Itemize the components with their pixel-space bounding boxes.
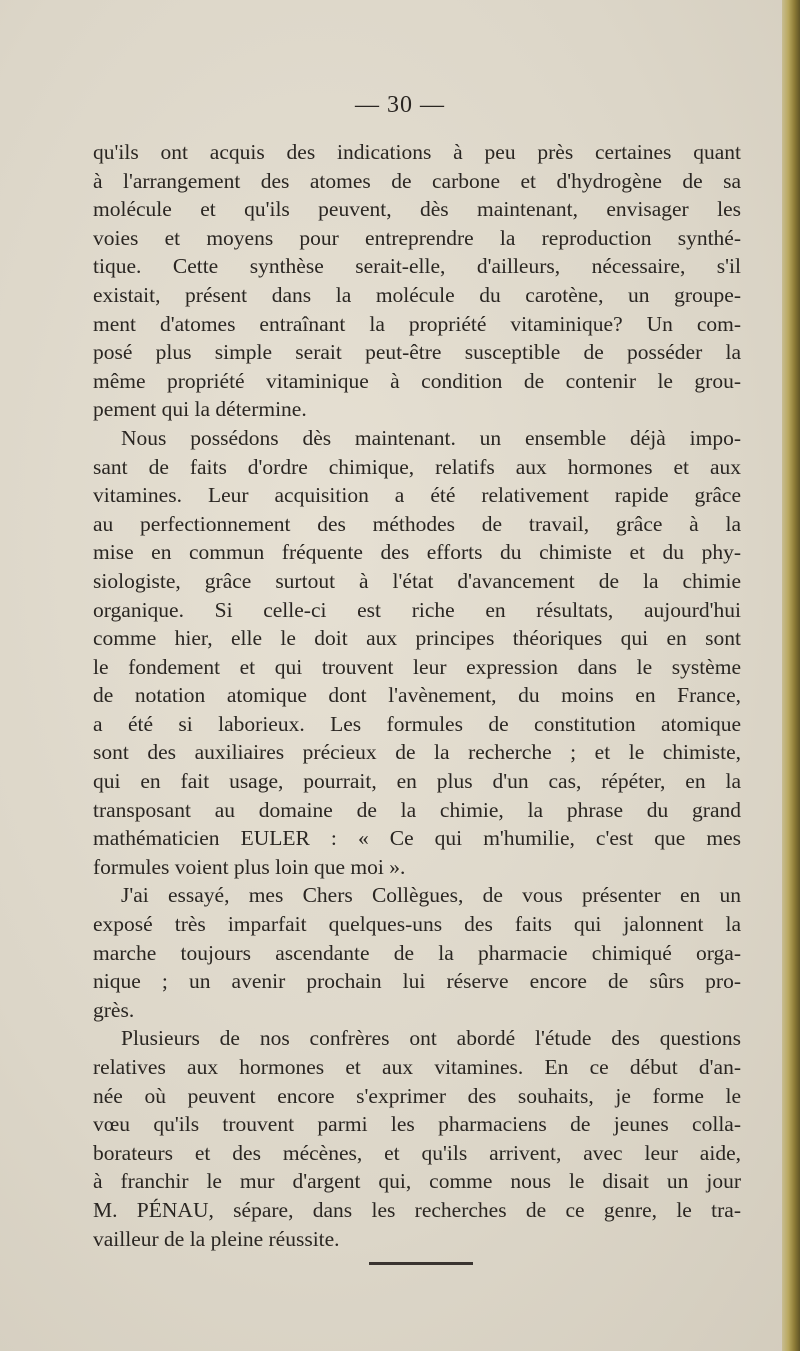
text-line: existait, présent dans la molécule du carotène, un groupe- xyxy=(93,282,741,307)
text-line: même propriété vitaminique à condition de contenir le grou- xyxy=(93,368,741,393)
text-line: Plusieurs de nos confrères ont abordé l'étude des questions xyxy=(121,1026,741,1051)
text-line: au perfectionnement des méthodes de travail, grâce à la xyxy=(93,511,741,536)
text-line: née où peuvent encore s'exprimer des souhaits, je forme le xyxy=(93,1083,741,1108)
text-line: à franchir le mur d'argent qui, comme nous le disait un jour xyxy=(93,1169,741,1194)
paragraph xyxy=(93,1024,741,1253)
paragraph xyxy=(93,424,741,882)
text-line: vailleur de la pleine réussite. xyxy=(93,1226,340,1251)
text-line: mathématicien EULER : « Ce qui m'humilie, c'est que mes xyxy=(93,826,741,851)
text-line: mise en commun fréquente des efforts du chimiste et du phy- xyxy=(93,540,741,565)
text-line: siologiste, grâce surtout à l'état d'avancement de la chimie xyxy=(93,568,741,593)
paragraph xyxy=(93,138,741,424)
text-line: vœu qu'ils trouvent parmi les pharmaciens de jeunes colla- xyxy=(93,1112,741,1137)
text-line: M. PÉNAU, sépare, dans les recherches de ce genre, le tra- xyxy=(93,1197,741,1222)
text-line: a été si laborieux. Les formules de constitution atomique xyxy=(93,711,741,736)
text-line: marche toujours ascendante de la pharmacie chimiqué orga- xyxy=(93,940,741,965)
text-line: molécule et qu'ils peuvent, dès maintenant, envisager les xyxy=(93,197,741,222)
text-line: tique. Cette synthèse serait-elle, d'ailleurs, nécessaire, s'il xyxy=(93,254,741,279)
text-line: de notation atomique dont l'avènement, du moins en France, xyxy=(93,683,741,708)
text-line: J'ai essayé, mes Chers Collègues, de vous présenter en un xyxy=(121,883,741,908)
text-line: Nous possédons dès maintenant. un ensemble déjà impo- xyxy=(121,425,741,450)
book-spine-edge xyxy=(782,0,800,1351)
text-line: sont des auxiliaires précieux de la recherche ; et le chimiste, xyxy=(93,740,741,765)
text-line: organique. Si celle-ci est riche en résultats, aujourd'hui xyxy=(93,597,741,622)
text-line: grès. xyxy=(93,997,135,1022)
body-text xyxy=(93,138,741,1253)
page-number: — 30 — xyxy=(355,92,445,118)
text-line: qui en fait usage, pourrait, en plus d'un cas, répéter, en la xyxy=(93,769,741,794)
text-line: voies et moyens pour entreprendre la reproduction synthé- xyxy=(93,225,741,250)
text-line: pement qui la détermine. xyxy=(93,397,307,422)
text-line: relatives aux hormones et aux vitamines. En ce début d'an- xyxy=(93,1055,741,1079)
text-line: comme hier, elle le doit aux principes théoriques qui en sont xyxy=(93,626,741,651)
text-line: qu'ils ont acquis des indications à peu près certaines quant xyxy=(93,140,741,164)
text-line: nique ; un avenir prochain lui réserve encore de sûrs pro- xyxy=(93,969,741,994)
text-line: borateurs et des mécènes, et qu'ils arrivent, avec leur aide, xyxy=(93,1140,741,1165)
end-rule xyxy=(369,1262,473,1265)
text-line: exposé très imparfait quelques-uns des faits qui jalonnent la xyxy=(93,912,741,937)
text-line: transposant au domaine de la chimie, la phrase du grand xyxy=(93,797,741,822)
text-line: posé plus simple serait peut-être susceptible de posséder la xyxy=(93,340,741,365)
text-line: à l'arrangement des atomes de carbone et d'hydrogène de sa xyxy=(93,168,741,193)
text-line: vitamines. Leur acquisition a été relativement rapide grâce xyxy=(93,483,741,508)
text-line: le fondement et qui trouvent leur expression dans le système xyxy=(93,654,741,679)
text-line: sant de faits d'ordre chimique, relatifs aux hormones et aux xyxy=(93,454,741,479)
text-line: ment d'atomes entraînant la propriété vitaminique? Un com- xyxy=(93,311,741,336)
paragraph xyxy=(93,881,741,1024)
text-line: formules voient plus loin que moi ». xyxy=(93,854,406,879)
